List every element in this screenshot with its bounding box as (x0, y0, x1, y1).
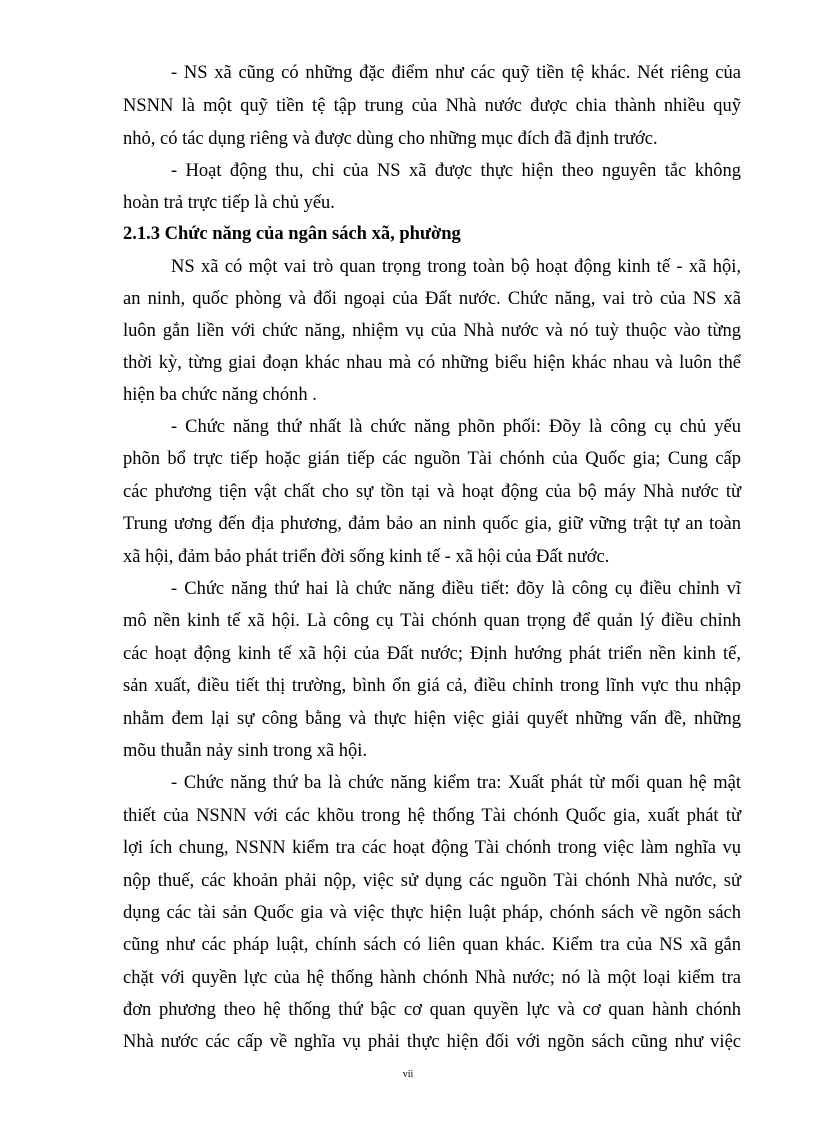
paragraph-6-line-4: nộp thuế, các khoản phải nộp, việc sử dụng các nguồn Tài chónh Nhà nước, sử (123, 871, 741, 891)
paragraph-5-line-4: sản xuất, điều tiết thị trường, bình ổn giá cả, điều chỉnh trong lĩnh vực thu nhập (123, 676, 741, 696)
paragraph-3-line-1: NS xã có một vai trò quan trọng trong toàn bộ hoạt động kinh tế - xã hội, (171, 257, 741, 277)
paragraph-4-line-3: các phương tiện vật chất cho sự tồn tại và hoạt động của bộ máy Nhà nước từ (123, 482, 741, 502)
paragraph-3-line-2: an ninh, quốc phòng và đối ngoại của Đất nước. Chức năng, vai trò của NS xã (123, 289, 741, 309)
paragraph-5-line-5: nhằm đem lại sự công bằng và thực hiện việc giải quyết những vấn đề, những (123, 709, 741, 729)
paragraph-2-line-1: - Hoạt động thu, chi của NS xã được thực hiện theo nguyên tắc không (171, 161, 741, 181)
section-heading: 2.1.3 Chức năng của ngân sách xã, phường (123, 224, 461, 244)
page-number: vii (402, 1069, 414, 1080)
paragraph-6-line-7: chặt với quyền lực của hệ thống hành chónh Nhà nước; nó là một loại kiểm tra (123, 968, 741, 988)
paragraph-4-line-1: - Chức năng thứ nhất là chức năng phõn phối: Đõy là công cụ chủ yếu (171, 417, 741, 437)
paragraph-3-line-4: thời kỳ, từng giai đoạn khác nhau mà có những biểu hiện khác nhau và luôn thể (123, 353, 741, 373)
paragraph-6-line-9: Nhà nước các cấp về nghĩa vụ phải thực hiện đối với ngõn sách cũng như việc (123, 1032, 741, 1052)
paragraph-3-line-5: hiện ba chức năng chónh . (123, 385, 317, 405)
paragraph-2-line-2: hoàn trả trực tiếp là chủ yếu. (123, 193, 335, 213)
paragraph-6-line-1: - Chức năng thứ ba là chức năng kiểm tra: Xuất phát từ mối quan hệ mật (171, 773, 741, 793)
paragraph-3-line-3: luôn gắn liền với chức năng, nhiệm vụ của Nhà nước và nó tuỳ thuộc vào từng (123, 321, 741, 341)
paragraph-1-line-3: nhỏ, có tác dụng riêng và được dùng cho những mục đích đã định trước. (123, 129, 658, 149)
paragraph-5-line-6: mõu thuẫn nảy sinh trong xã hội. (123, 741, 368, 761)
paragraph-1-line-2: NSNN là một quỹ tiền tệ tập trung của Nhà nước được chia thành nhiều quỹ (123, 96, 741, 116)
paragraph-6-line-3: lợi ích chung, NSNN kiểm tra các hoạt động Tài chónh trong việc làm nghĩa vụ (123, 838, 741, 858)
paragraph-1-line-1: - NS xã cũng có những đặc điểm như các quỹ tiền tệ khác. Nét riêng của (171, 63, 741, 83)
paragraph-5-line-1: - Chức năng thứ hai là chức năng điều tiết: đõy là công cụ điều chỉnh vĩ (171, 579, 741, 599)
paragraph-6-line-5: dụng các tài sản Quốc gia và việc thực hiện luật pháp, chónh sách về ngõn sách (123, 903, 741, 923)
paragraph-6-line-8: đơn phương theo hệ thống thứ bậc cơ quan quyền lực và cơ quan hành chónh (123, 1000, 741, 1020)
paragraph-4-line-5: xã hội, đảm bảo phát triển đời sống kinh tế - xã hội của Đất nước. (123, 547, 610, 567)
paragraph-5-line-2: mô nền kinh tế xã hội. Là công cụ Tài chónh quan trọng để quản lý điều chỉnh (123, 611, 741, 631)
paragraph-5-line-3: các hoạt động kinh tế xã hội của Đất nước; Định hướng phát triển nền kinh tế, (123, 644, 741, 664)
paragraph-6-line-6: cũng như các pháp luật, chính sách có liên quan khác. Kiểm tra của NS xã gắn (123, 935, 741, 955)
paragraph-4-line-4: Trung ương đến địa phương, đảm bảo an ninh quốc gia, giữ vững trật tự an toàn (123, 514, 741, 534)
paragraph-4-line-2: phõn bổ trực tiếp hoặc gián tiếp các nguồn Tài chónh của Quốc gia; Cung cấp (123, 449, 741, 469)
paragraph-6-line-2: thiết của NSNN với các khõu trong hệ thống Tài chónh Quốc gia, xuất phát từ (123, 806, 741, 826)
